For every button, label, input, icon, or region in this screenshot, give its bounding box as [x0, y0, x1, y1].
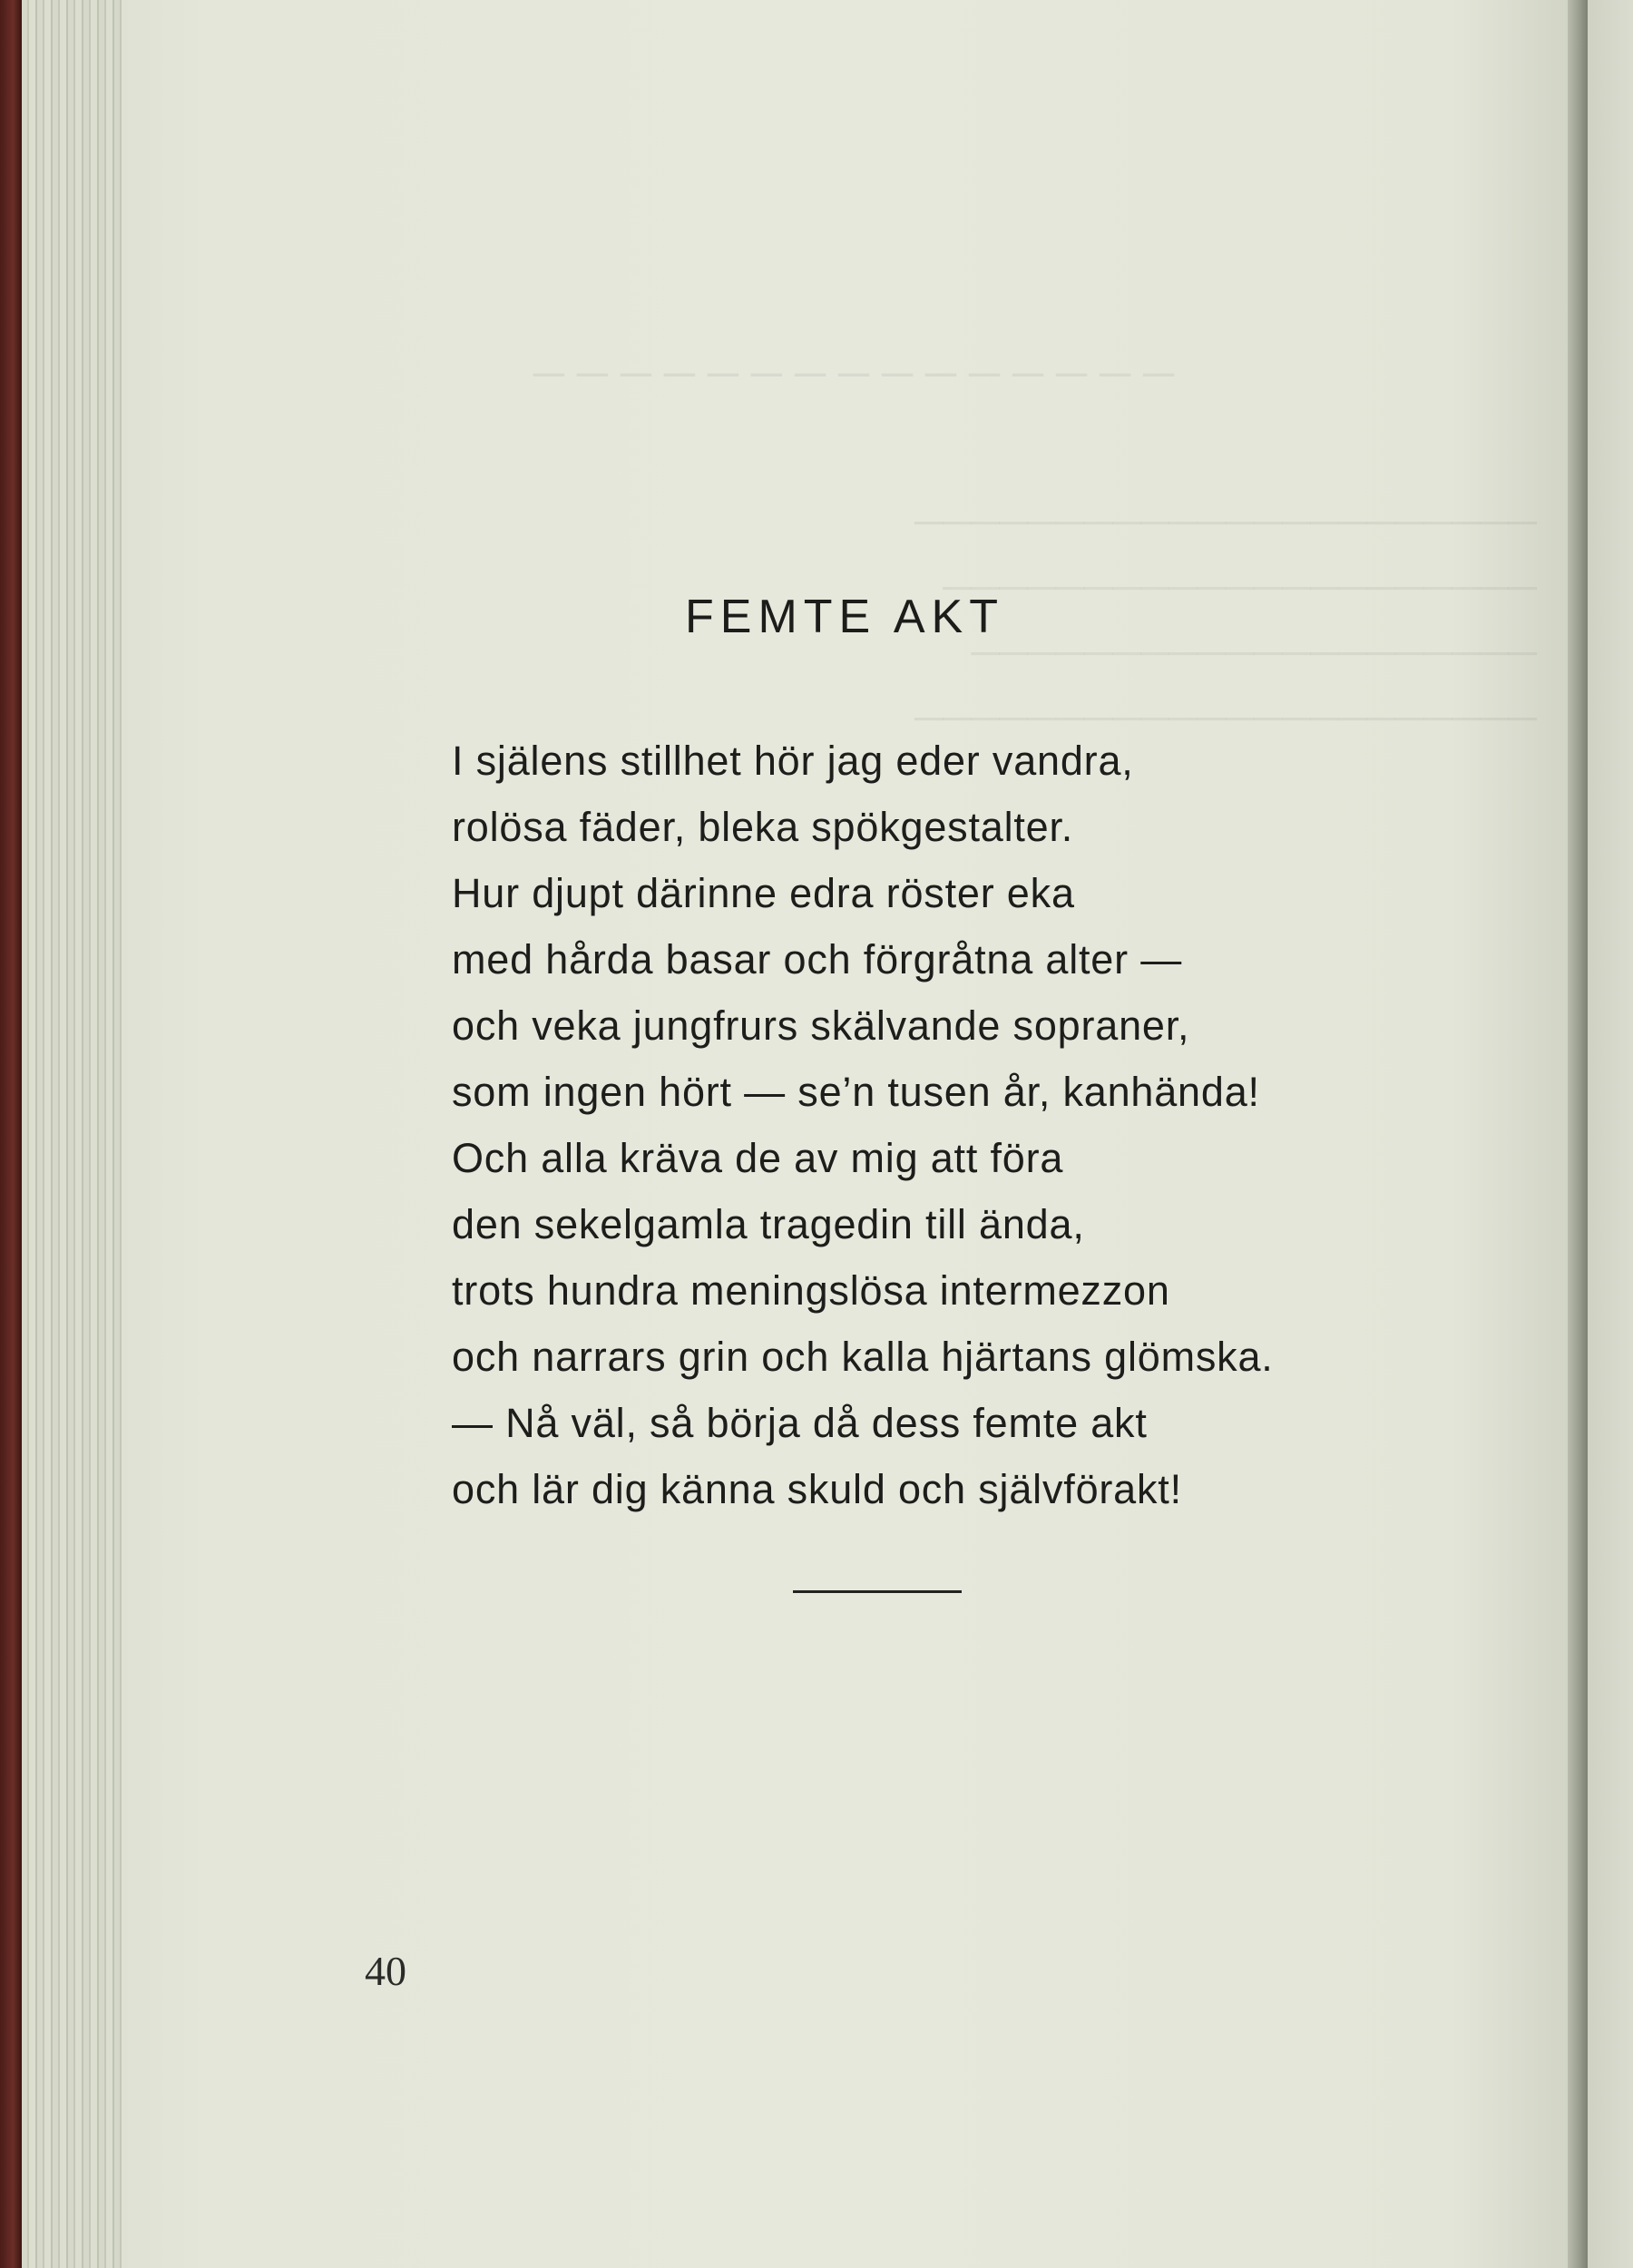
section-divider — [793, 1590, 962, 1593]
poem-line: I själens stillhet hör jag eder vandra, — [452, 738, 1134, 784]
poem-line: som ingen hört — se’n tusen år, kanhända! — [452, 1069, 1260, 1115]
bleed-through-title: ─────────────── — [521, 350, 1175, 398]
poem-line: Hur djupt därinne edra röster eka — [452, 870, 1075, 916]
page-stack-edges — [22, 0, 122, 2268]
poem-line: trots hundra meningslösa intermezzon — [452, 1267, 1170, 1314]
poem-line: och lär dig känna skuld och självförakt! — [452, 1466, 1182, 1512]
poem-line: och narrars grin och kalla hjärtans glömska. — [452, 1334, 1274, 1380]
bleed-through-text: ────────────────────── ───────────────────── ──────────────────── ────────────────────── — [914, 500, 1537, 740]
book-page — [122, 0, 1568, 2268]
book-cover-edge — [0, 0, 22, 2268]
poem-body — [452, 728, 1504, 1522]
poem-line: och veka jungfrurs skälvande sopraner, — [452, 1002, 1190, 1049]
poem-line: — Nå väl, så börja då dess femte akt — [452, 1400, 1148, 1446]
poem-line: den sekelgamla tragedin till ända, — [452, 1201, 1085, 1247]
poem-line: rolösa fäder, bleka spökgestalter. — [452, 804, 1074, 850]
poem-line: Och alla kräva de av mig att föra — [452, 1135, 1064, 1181]
page-number: 40 — [365, 1948, 406, 1994]
facing-page-edge — [1588, 0, 1633, 2268]
poem-title: FEMTE AKT — [685, 591, 1004, 643]
book-gutter — [1568, 0, 1588, 2268]
poem-line: med hårda basar och förgråtna alter — — [452, 936, 1183, 982]
